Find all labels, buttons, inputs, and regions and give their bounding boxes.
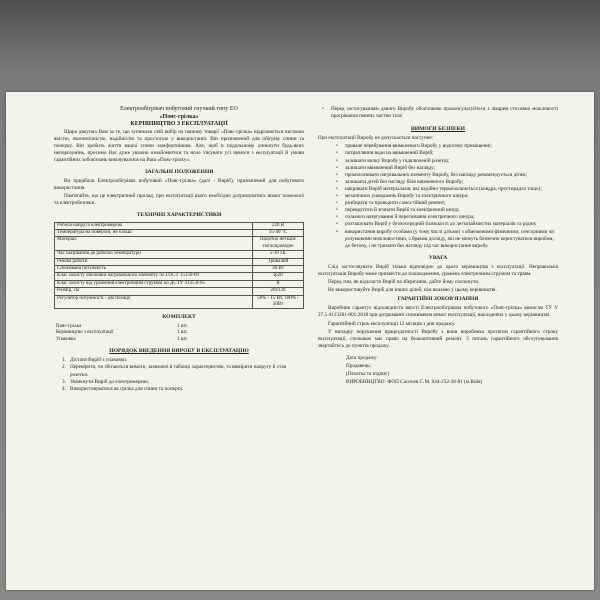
kit-qty: 1 шт. xyxy=(177,330,188,336)
spec-value: 30 Вт xyxy=(253,265,304,272)
list-item xyxy=(322,106,558,121)
product-name: «Пояс-грілка» xyxy=(159,113,199,120)
left-column xyxy=(54,106,304,393)
safety-item: механічних ушкоджень Виробу та електричного шнура; xyxy=(345,193,469,200)
kit-qty: 1 шт. xyxy=(177,336,188,342)
bullet-icon: • xyxy=(336,186,338,192)
bullet-icon: • xyxy=(336,215,338,221)
specs-heading: ТЕХНІЧНІ ХАРАКТЕРИСТИКИ xyxy=(136,212,222,219)
spec-label: Робоча напруга електромережі xyxy=(55,222,253,229)
attention-paragraph-1: Слід застосовувати Виріб тільки відповідно до цього керівництва з експлуатації. Неправильна експлуатація Виробу може призвести до пошкодження, уражень електричним струмом та травм. xyxy=(318,263,558,277)
spec-value: 220 В xyxy=(253,222,304,229)
bullet-icon: • xyxy=(336,229,338,235)
spec-label: Споживана потужність xyxy=(55,265,253,272)
spec-value: 35-40 °С xyxy=(253,229,304,236)
warranty-paragraph-1: Виробник гарантує відповідність якості Електрообігрівача побутового «Пояс-грілка» вимогам ТУ У 27.5-4113281-001:2018 при дотриманні споживачем вимог експлуатації, викладених у цьому керівництві. xyxy=(318,305,558,319)
product-title: Електрообігрівач побутовий гнучкий типу ЕО xyxy=(120,106,238,112)
step-number: 3. xyxy=(62,378,66,385)
bullet-icon: • xyxy=(336,179,338,185)
spec-value: 50% - 15 Вт, 100% - 30Вт xyxy=(253,295,304,309)
spec-value: 5-10 хв. xyxy=(253,251,304,258)
stamp-label: (Печатка та підпис) xyxy=(346,371,390,378)
table-row xyxy=(54,324,204,331)
kit-item: Пояс-грілка xyxy=(56,323,82,329)
spec-label: Регулятор потужності - дві позиції xyxy=(55,295,253,309)
step-number: 4. xyxy=(62,385,66,392)
spec-label: Час нагрівання до робочої температури xyxy=(55,251,253,258)
warranty-paragraph-2: Гарантійний строк експлуатації 12 місяців з дня продажу. xyxy=(328,320,456,327)
bullet-icon: • xyxy=(336,201,338,207)
safety-item: розбирати та проводити самостійний ремонт; xyxy=(345,200,446,207)
kit-item: Керівництво з експлуатації xyxy=(56,330,114,336)
table-row xyxy=(55,265,304,272)
attention-paragraph-3: Не використовуйте Виріб для інших цілей, ніж вказано у цьому керівництві. xyxy=(328,287,497,294)
step-text: Використовуватися як грілка для спини та поперку. xyxy=(70,385,184,392)
intro-paragraph: Щиро дякуємо Вам за те, що зупинили свій вибір на нашому товарі! «Пояс-грілка» відрізняється високою якістю, економічністю, надійністю та простотою у використанні. Він призначений для обігріву спини та поперку. Він зробить життя вашої спини комфортнішим. Але, щоб в подальшому уникнути будь-яких непорозумінь, просимо Вас дуже уважно ознайомитися та ясно з'ясувати усі вимоги з експлуатації й умови гарантійних зобов'язань виконувалися на Ваш «Пояс-грілку». xyxy=(54,128,304,163)
safety-item: залишати ввімкнений Виріб без нагляду; xyxy=(345,164,436,171)
spec-value: 20х130 xyxy=(253,288,304,295)
bullet-icon: • xyxy=(336,172,338,178)
spec-label: Матеріал xyxy=(55,237,253,251)
general-paragraph-2: Пам'ятайте, що це електричний прилад, при експлуатації якого необхідно дотримуватись вимог пожежної та електробезпеки. xyxy=(54,193,304,207)
table-row xyxy=(55,258,304,265)
bullet-icon: • xyxy=(336,194,338,200)
safety-item: потрапляння води на ввімкнений Виріб; xyxy=(345,150,434,157)
table-row xyxy=(55,280,304,287)
list-item xyxy=(336,179,558,186)
table-row xyxy=(55,222,304,229)
safety-item: залишати дітей без нагляду біля ввімкненого Виробу; xyxy=(345,178,464,185)
order-heading: ПОРЯДОК ВВЕДЕННЯ ВИРОБУ В ЕКСПЛУАТАЦІЮ xyxy=(109,348,249,355)
kit-table xyxy=(54,324,204,344)
right-column xyxy=(318,106,558,386)
kit-qty: 1 шт. xyxy=(177,323,188,329)
list-item xyxy=(336,186,558,193)
seller-label: Продавець: xyxy=(346,363,372,369)
spec-label: Клас захисту від ураження електричним струмом по ДСТУ 3135.0-95 xyxy=(55,280,253,287)
bullet-icon: • xyxy=(322,107,324,112)
safety-intro: При експлуатації Виробу не допускається наступне: xyxy=(318,135,434,142)
table-row xyxy=(55,288,304,295)
safety-item: тривале перебування ввімкненого Виробу у водогому приміщенні; xyxy=(345,143,493,150)
manual-title: КЕРІВНИЦТВО З ЕКСПЛУАТАЦІЇ xyxy=(130,121,228,127)
list-item xyxy=(62,379,304,386)
spec-label: Клас захисту оболонки нагрівального елементу по ГОСТ 15150-69 xyxy=(55,273,253,280)
bullet-icon: • xyxy=(336,208,338,214)
attention-heading: УВАГА xyxy=(428,254,448,261)
warranty-paragraph-3: У випадку порушення працездатності Виробу з вини виробника протягом гарантійного строку експлуатації, споживач має право на безкоштовний ремонт. З питань гарантійного обслуговування звертайтесь до пунктів продажу. xyxy=(318,328,558,349)
table-row xyxy=(55,295,304,309)
sale-date-label: Дата продажу: xyxy=(346,354,378,361)
table-row xyxy=(55,237,304,251)
safety-item: прокололювати нагрівальних елементу Виробу, без нагляду рекомендується дітям; xyxy=(345,171,527,178)
list-item xyxy=(336,221,558,228)
bullet-icon: • xyxy=(336,158,338,164)
spec-value: Полотно нетканє теплопровідне xyxy=(253,237,304,251)
general-heading: ЗАГАЛЬНІ ПОЛОЖЕННЯ xyxy=(144,168,214,175)
step-number: 2. xyxy=(62,364,66,371)
step-text: Дістати Виріб з упаковки. xyxy=(70,357,128,364)
safety-item: використання виробу особами (у тому числі дітьми) з обмеженими фізичними, сенсорними чи розумовими можливостями, з браком досвіду, які не можуть безпечно користуватися виробом, до бетону, і не тримати без нагляду під час використання виробу. xyxy=(345,228,555,249)
list-item xyxy=(62,364,304,378)
specs-table xyxy=(54,222,304,310)
table-row xyxy=(55,229,304,236)
bullet-icon: • xyxy=(336,222,338,228)
step-text: Увімкнути Виріб до електромережі. xyxy=(70,378,150,385)
bullet-icon: • xyxy=(336,165,338,171)
bullet-icon: • xyxy=(336,151,338,157)
attention-paragraph-2: Перед тим, як відкласти Виріб на зберігання, дайте йому охолонути. xyxy=(328,279,480,286)
safety-heading: ВИМОГИ БЕЗПЕКИ xyxy=(411,126,465,133)
manufacturer-line: ВИРОБНИЦТВО: ФОП Сасичев С.М. 044-232-38-81 (м.Київ) xyxy=(346,379,483,386)
safety-item: перекрутити й згинати Виріб та електричний шнур; xyxy=(345,207,460,214)
list-item xyxy=(336,229,558,250)
table-row xyxy=(54,330,204,337)
spec-label: Температура на поверхні, не більш xyxy=(55,229,253,236)
warranty-heading: ГАРАНТІЙНІ ЗОБОВ'ЯЗАННЯ xyxy=(397,296,479,303)
step-text: Перевірити, чи збігаються вимоги, зазначені в таблиці характеристик, та вимірити напругу й стан розетки. xyxy=(70,364,287,378)
safety-item: сильного натягування й перегинання електричного шнура; xyxy=(345,214,475,221)
spec-label: Режим роботи xyxy=(55,258,253,265)
spec-value: Ip20 xyxy=(253,273,304,280)
list-item xyxy=(336,158,558,165)
spec-label: Розмір, см xyxy=(55,288,253,295)
step-number: 1. xyxy=(62,357,66,364)
kit-item: Упаковка xyxy=(56,336,76,342)
general-paragraph-1: Ви придбали Електрообігрівач побутовий «Пояс-грілка» (далі - Виріб), призначений для побутового використання. xyxy=(54,178,304,192)
safety-item: накривати Виріб матеріалами, які надійно термоізолюються (ковдра, простирадла тощо); xyxy=(345,185,542,192)
bullet-icon: • xyxy=(336,144,338,150)
manual-sheet xyxy=(6,92,594,590)
table-row xyxy=(54,337,204,344)
table-row xyxy=(55,273,304,280)
kit-heading: КОМПЛЕКТ xyxy=(162,314,196,321)
consult-doctor-note: Перед застосуванням даного Виробу обов'язково проконсультуйтеся з лікарем стосовно можливості прогрівання певних частин тіла! xyxy=(331,106,558,120)
spec-value: II xyxy=(253,280,304,287)
list-item xyxy=(62,386,304,393)
spec-value: Тривалий xyxy=(253,258,304,265)
table-row xyxy=(55,251,304,258)
list-item xyxy=(336,172,558,179)
safety-item: залишати вилку Виробу у підключеній розетці; xyxy=(345,157,450,164)
list-item xyxy=(336,150,558,157)
list-item xyxy=(336,165,558,172)
safety-item: розташувати Виріб у безпосередній близькості до легкозаймистих матеріалів та рідин; xyxy=(345,221,537,228)
